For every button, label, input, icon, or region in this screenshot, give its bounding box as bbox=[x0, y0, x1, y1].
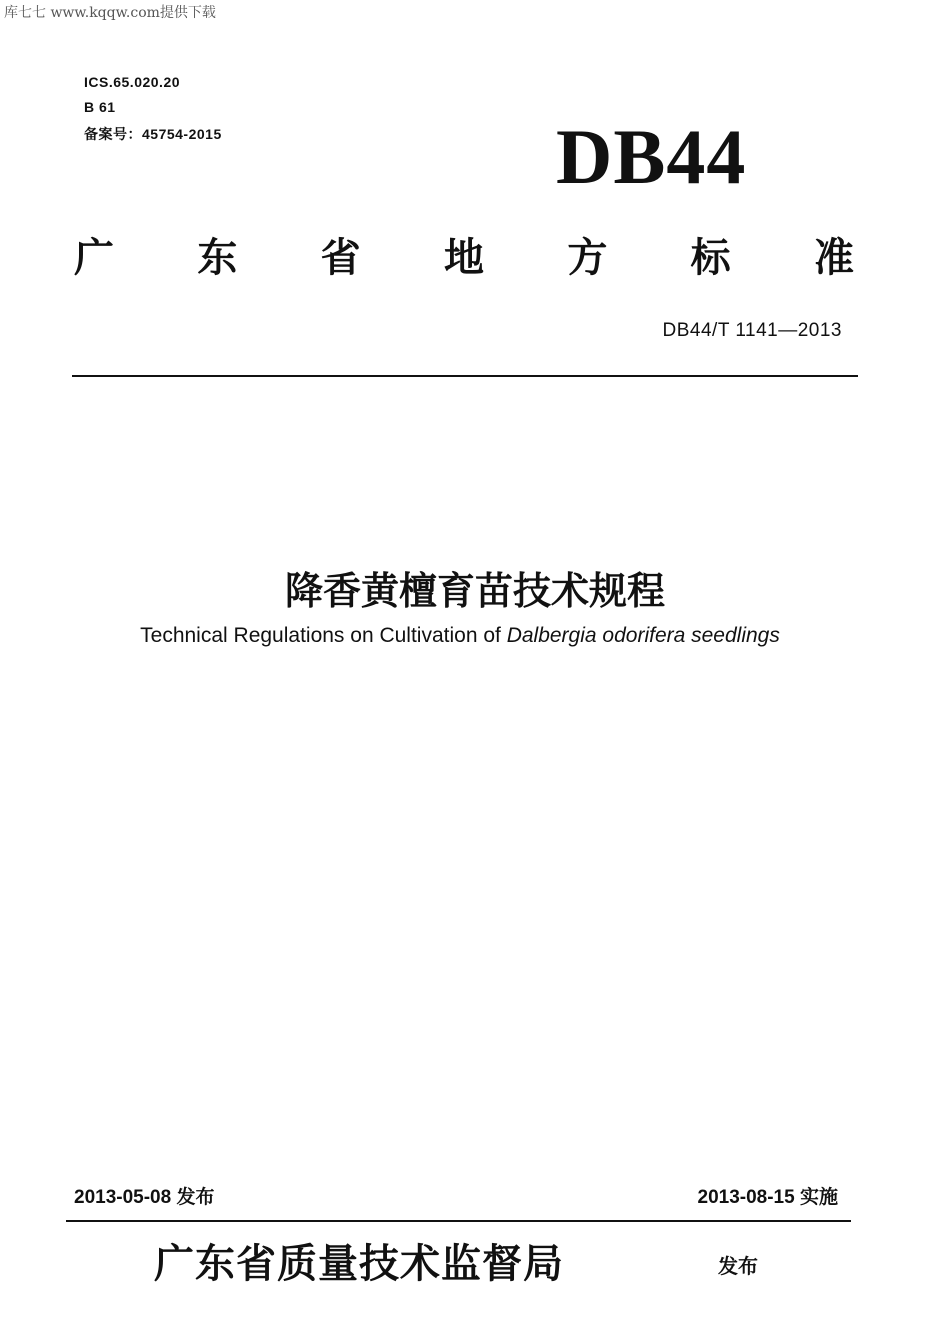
footer-divider bbox=[66, 1220, 851, 1222]
standard-type-char: 东 bbox=[197, 235, 238, 281]
standard-type-char: 准 bbox=[813, 235, 854, 281]
watermark: 库七七 www.kqqw.com提供下载 bbox=[4, 5, 216, 21]
standard-type-char: 广 bbox=[74, 235, 114, 281]
effective-date bbox=[698, 1182, 839, 1209]
document-title-english bbox=[0, 624, 920, 648]
title-english-species: Dalbergia odorifera seedlings bbox=[506, 624, 780, 647]
standard-type-char: 方 bbox=[567, 235, 608, 281]
effective-date-label: 实施 bbox=[799, 1187, 838, 1208]
record-label: 备案号： bbox=[84, 126, 142, 142]
record-value: 45754-2015 bbox=[142, 126, 222, 142]
standard-code: DB44/T 1141—2013 bbox=[662, 320, 842, 341]
publish-date bbox=[74, 1182, 215, 1209]
issuing-authority-suffix: 发布 bbox=[718, 1254, 758, 1278]
issuing-authority: 广东省质量技术监督局 bbox=[154, 1240, 564, 1287]
ics-code: ICS.65.020.20 bbox=[84, 74, 181, 90]
header-divider bbox=[72, 375, 858, 377]
document-title-chinese: 降香黄檀育苗技术规程 bbox=[284, 569, 665, 613]
title-english-prefix: Technical Regulations on Cultivation of bbox=[140, 624, 507, 647]
publish-date-value: 2013-05-08 bbox=[74, 1187, 172, 1208]
effective-date-value: 2013-08-15 bbox=[697, 1187, 795, 1208]
record-number bbox=[84, 124, 222, 144]
standard-type-char: 省 bbox=[320, 235, 361, 281]
db44-logo: DB44 bbox=[556, 113, 747, 200]
standard-type-char: 标 bbox=[690, 235, 731, 281]
publish-date-label: 发布 bbox=[176, 1187, 215, 1208]
standard-type-title bbox=[74, 226, 854, 283]
standard-type-char: 地 bbox=[443, 235, 484, 281]
ccs-code: B 61 bbox=[84, 99, 116, 115]
